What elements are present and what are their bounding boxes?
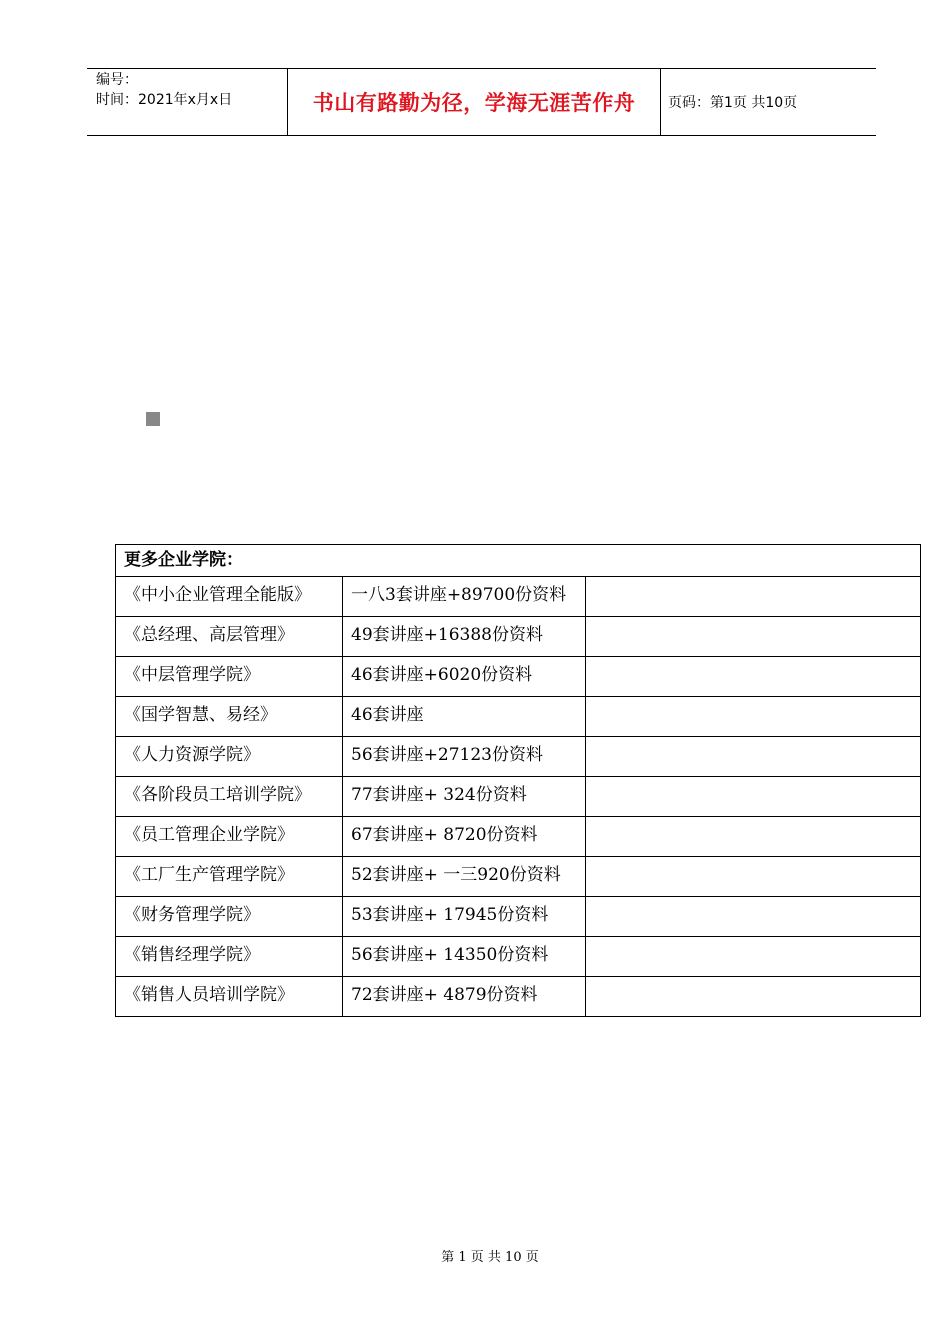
course-name: 《各阶段员工培训学院》 <box>116 777 343 817</box>
course-content: 46套讲座+6020份资料 <box>343 657 586 697</box>
empty-cell <box>586 817 921 857</box>
course-content: 67套讲座+ 8720份资料 <box>343 817 586 857</box>
header-divider <box>660 68 661 135</box>
course-name: 《中小企业管理全能版》 <box>116 577 343 617</box>
empty-cell <box>586 577 921 617</box>
table-row <box>116 657 921 697</box>
empty-cell <box>586 737 921 777</box>
course-content: 56套讲座+ 14350份资料 <box>343 937 586 977</box>
table-row <box>116 737 921 777</box>
course-content: 46套讲座 <box>343 697 586 737</box>
document-number-label: 编号： <box>96 72 138 88</box>
course-name: 《销售人员培训学院》 <box>116 977 343 1017</box>
course-name: 《销售经理学院》 <box>116 937 343 977</box>
course-name: 《国学智慧、易经》 <box>116 697 343 737</box>
course-table <box>115 544 921 1017</box>
empty-cell <box>586 857 921 897</box>
placeholder-square-icon <box>146 412 160 426</box>
course-content: 53套讲座+ 17945份资料 <box>343 897 586 937</box>
empty-cell <box>586 697 921 737</box>
table-row <box>116 817 921 857</box>
course-content: 77套讲座+ 324份资料 <box>343 777 586 817</box>
table-row <box>116 977 921 1017</box>
course-name: 《总经理、高层管理》 <box>116 617 343 657</box>
table-row <box>116 857 921 897</box>
empty-cell <box>586 777 921 817</box>
table-header-row <box>116 545 921 577</box>
table-row <box>116 697 921 737</box>
course-content: 49套讲座+16388份资料 <box>343 617 586 657</box>
page-footer: 第 1 页 共 10 页 <box>441 1250 539 1265</box>
empty-cell <box>586 937 921 977</box>
course-content: 一八3套讲座+89700份资料 <box>343 577 586 617</box>
table-row <box>116 617 921 657</box>
table-title: 更多企业学院： <box>116 545 921 577</box>
course-name: 《中层管理学院》 <box>116 657 343 697</box>
document-time: 时间：2021年x月x日 <box>96 92 233 108</box>
course-content: 72套讲座+ 4879份资料 <box>343 977 586 1017</box>
course-name: 《员工管理企业学院》 <box>116 817 343 857</box>
empty-cell <box>586 897 921 937</box>
course-content: 52套讲座+ 一三920份资料 <box>343 857 586 897</box>
header-motto: 书山有路勤为径，学海无涯苦作舟 <box>312 90 636 115</box>
table-row <box>116 577 921 617</box>
empty-cell <box>586 617 921 657</box>
header-meta <box>96 70 232 110</box>
empty-cell <box>586 657 921 697</box>
header-page-info: 页码：第1页 共10页 <box>668 95 798 111</box>
course-name: 《人力资源学院》 <box>116 737 343 777</box>
empty-cell <box>586 977 921 1017</box>
course-name: 《工厂生产管理学院》 <box>116 857 343 897</box>
course-content: 56套讲座+27123份资料 <box>343 737 586 777</box>
table-row <box>116 777 921 817</box>
course-name: 《财务管理学院》 <box>116 897 343 937</box>
table-row <box>116 897 921 937</box>
header-bottom-rule <box>87 135 876 136</box>
table-row <box>116 937 921 977</box>
